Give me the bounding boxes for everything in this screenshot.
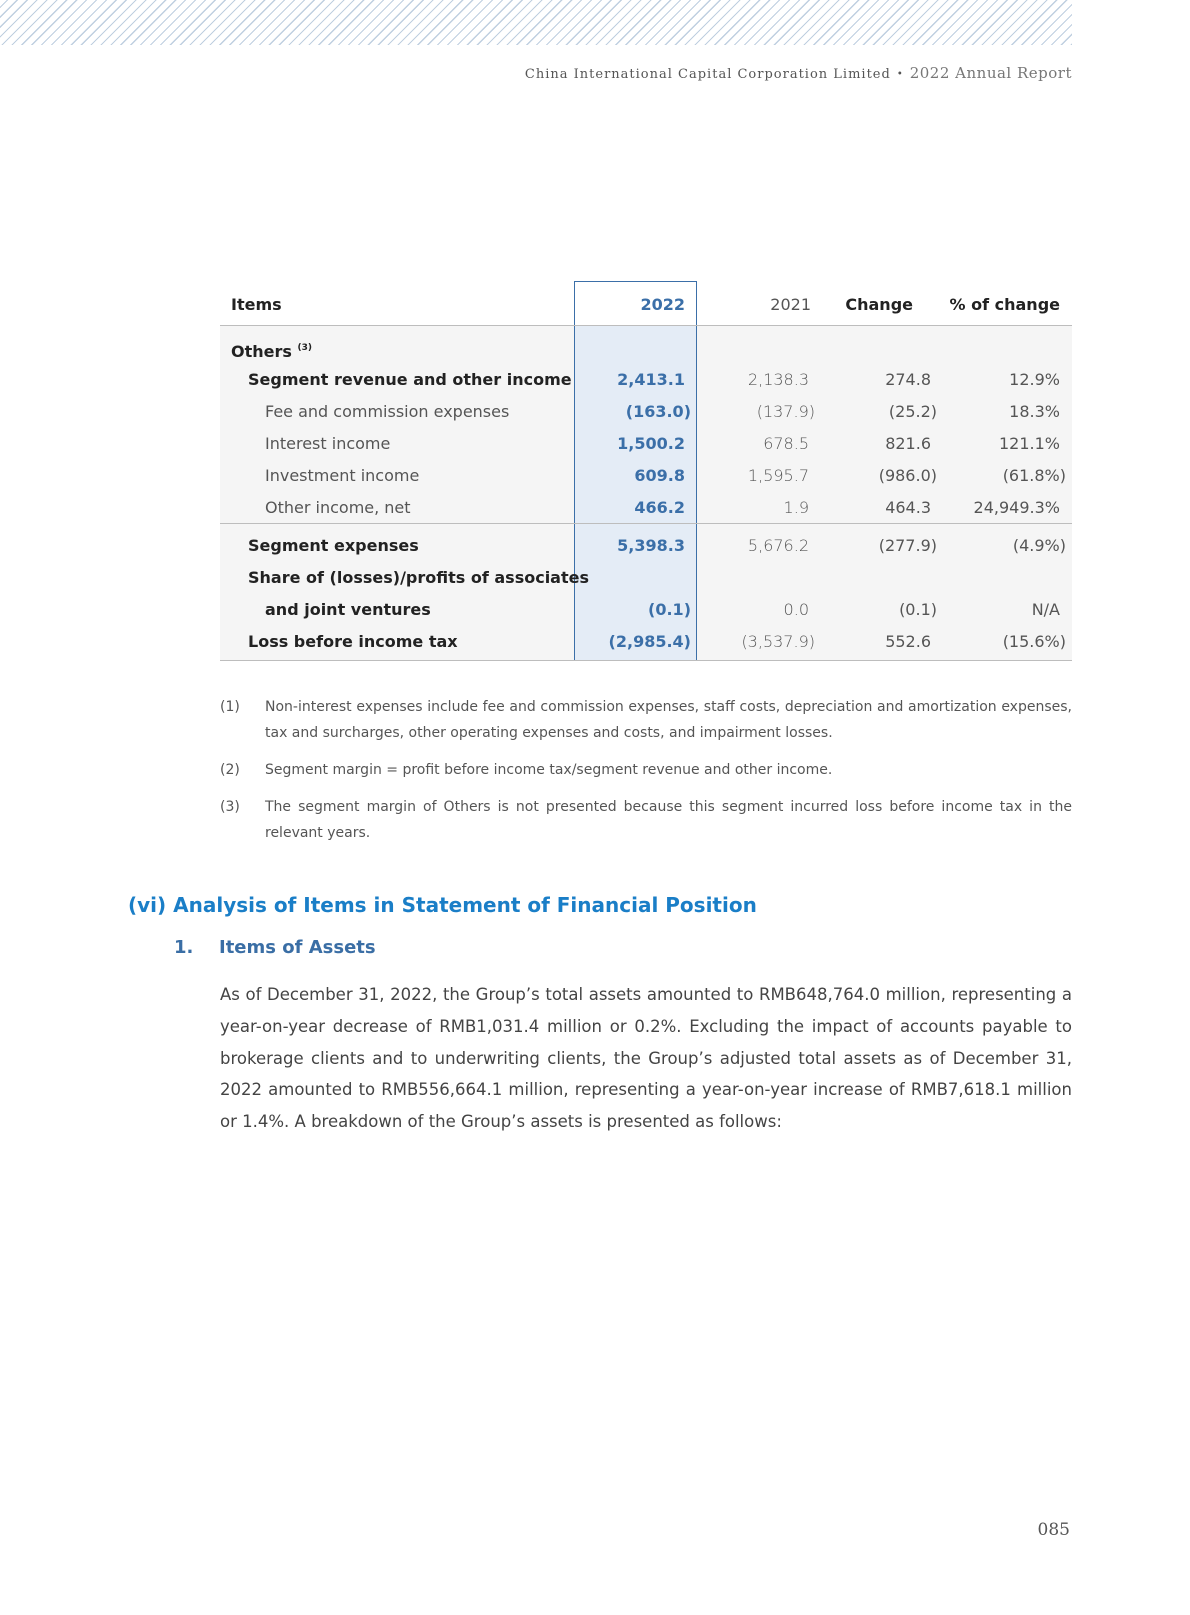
row-label: Investment income bbox=[265, 466, 420, 485]
col-header-pct-change: % of change bbox=[949, 295, 1060, 314]
cell-2021: 678.5 bbox=[763, 434, 809, 453]
table-row bbox=[220, 461, 1072, 491]
col-header-change: Change bbox=[845, 295, 913, 314]
col-header-2021: 2021 bbox=[770, 295, 811, 314]
cell-2022: 2,413.1 bbox=[617, 370, 685, 389]
cell-2021: (137.9) bbox=[756, 402, 815, 421]
cell-2021: 1,595.7 bbox=[747, 466, 809, 485]
footnote-number: (2) bbox=[220, 762, 240, 778]
cell-pct: 24,949.3% bbox=[973, 498, 1060, 517]
footnote-text: Segment margin = profit before income tax/segment revenue and other income. bbox=[265, 762, 833, 778]
cell-2022: (2,985.4) bbox=[608, 632, 691, 651]
cell-2022: 5,398.3 bbox=[617, 536, 685, 555]
cell-pct: 12.9% bbox=[1009, 370, 1060, 389]
row-label: Share of (losses)/profits of associates bbox=[248, 568, 589, 587]
footnote-2 bbox=[220, 757, 1072, 783]
cell-2022: (163.0) bbox=[625, 402, 691, 421]
subsection-title: Items of Assets bbox=[219, 937, 376, 958]
cell-change: 552.6 bbox=[885, 632, 931, 651]
footnote-text: The segment margin of Others is not presented because this segment incurred loss before income tax in the relevant years. bbox=[265, 799, 1072, 841]
cell-pct: (15.6%) bbox=[1002, 632, 1066, 651]
header-separator: • bbox=[896, 69, 904, 80]
footnote-3 bbox=[220, 794, 1072, 846]
cell-2021: 1.9 bbox=[783, 498, 809, 517]
col-header-2022: 2022 bbox=[640, 295, 685, 314]
cell-2021: 2,138.3 bbox=[747, 370, 809, 389]
section-label: Others $^{(3)}$ bbox=[231, 342, 312, 361]
subsection-number: 1. bbox=[174, 937, 194, 958]
cell-2022: (0.1) bbox=[648, 600, 691, 619]
cell-change: (277.9) bbox=[878, 536, 937, 555]
table-row bbox=[220, 365, 1072, 395]
row-label: Interest income bbox=[265, 434, 391, 453]
row-label: and joint ventures bbox=[265, 600, 431, 619]
cell-2022: 609.8 bbox=[634, 466, 685, 485]
company-name: China International Capital Corporation Limited bbox=[524, 67, 891, 82]
body-paragraph: As of December 31, 2022, the Group’s total assets amounted to RMB648,764.0 million, representing a year-on-year decrease of RMB1,031.4 million or 0.2%. Excluding the impact of accounts payable to brokerage clients and to underwriting clients, the Group’s adjusted total assets as of December 31, 2022 amounted to RMB556,664.1 million, representing a year-on-year increase of RMB7,618.1 million or 1.4%. A breakdown of the Group’s assets is presented as follows: bbox=[220, 985, 1072, 1132]
col-header-items: Items bbox=[231, 295, 282, 314]
subsection-heading bbox=[174, 937, 376, 958]
table-row bbox=[220, 493, 1072, 523]
table-header-rule bbox=[220, 325, 1072, 326]
table-row bbox=[220, 531, 1072, 561]
footnote-number: (1) bbox=[220, 699, 240, 715]
cell-pct: N/A bbox=[1031, 600, 1060, 619]
footnote-1 bbox=[220, 694, 1072, 746]
row-label: Fee and commission expenses bbox=[265, 402, 510, 421]
table-row bbox=[220, 595, 1072, 625]
table-header-row bbox=[220, 290, 1072, 320]
cell-pct: (61.8%) bbox=[1002, 466, 1066, 485]
table-bottom-rule bbox=[220, 660, 1072, 661]
row-label: Loss before income tax bbox=[248, 632, 458, 651]
table-row bbox=[220, 397, 1072, 427]
section-footnote-ref: (3) bbox=[297, 343, 312, 353]
cell-pct: (4.9%) bbox=[1012, 536, 1066, 555]
cell-2021: (3,537.9) bbox=[741, 632, 815, 651]
table-row bbox=[220, 627, 1072, 657]
footnote-text: Non-interest expenses include fee and commission expenses, staff costs, depreciation and amortization expenses, tax and surcharges, other operating expenses and costs, and impairment losses. bbox=[265, 699, 1072, 741]
header-hatch-band bbox=[0, 0, 1072, 45]
cell-2021: 5,676.2 bbox=[747, 536, 809, 555]
table-group-rule bbox=[220, 523, 1072, 524]
cell-change: (25.2) bbox=[888, 402, 937, 421]
row-label: Segment revenue and other income bbox=[248, 370, 572, 389]
table-row bbox=[220, 563, 1072, 593]
footnote-number: (3) bbox=[220, 799, 240, 815]
report-title: 2022 Annual Report bbox=[909, 64, 1072, 82]
cell-2021: 0.0 bbox=[783, 600, 809, 619]
table-section-row bbox=[220, 333, 1072, 363]
cell-2022: 466.2 bbox=[634, 498, 685, 517]
cell-change: 464.3 bbox=[885, 498, 931, 517]
cell-change: 821.6 bbox=[885, 434, 931, 453]
cell-pct: 121.1% bbox=[998, 434, 1060, 453]
running-header bbox=[525, 64, 1072, 82]
row-label: Other income, net bbox=[265, 498, 411, 517]
section-heading: (vi) Analysis of Items in Statement of Financial Position bbox=[128, 893, 757, 917]
row-label: Segment expenses bbox=[248, 536, 419, 555]
cell-pct: 18.3% bbox=[1009, 402, 1060, 421]
cell-change: (0.1) bbox=[899, 600, 937, 619]
cell-2022: 1,500.2 bbox=[617, 434, 685, 453]
table-row bbox=[220, 429, 1072, 459]
page-number: 085 bbox=[1037, 1520, 1070, 1540]
cell-change: 274.8 bbox=[885, 370, 931, 389]
cell-change: (986.0) bbox=[878, 466, 937, 485]
